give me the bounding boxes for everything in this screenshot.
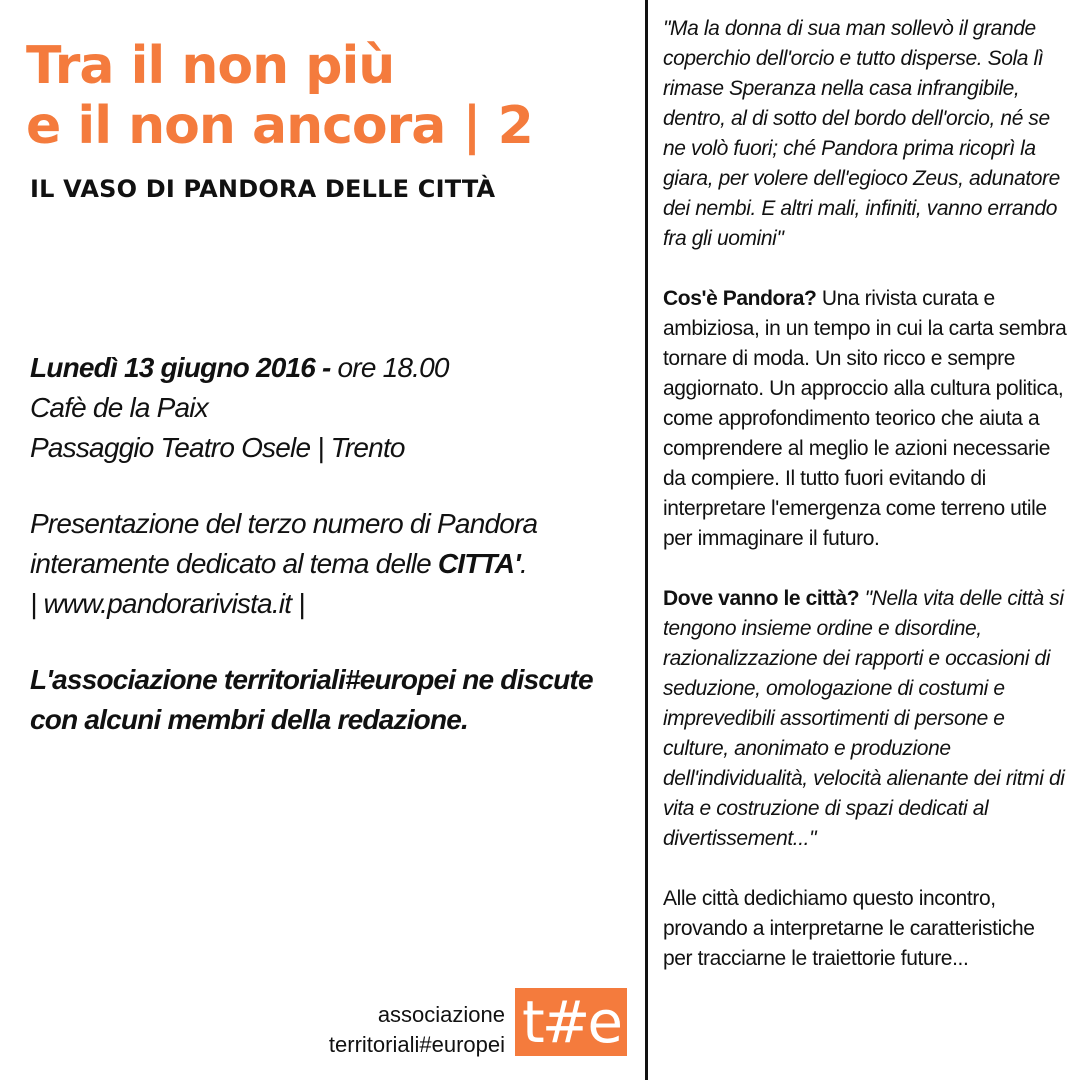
title-line-1: Tra il non più [26,36,395,96]
title-line-2: e il non ancora | 2 [26,96,533,156]
event-datetime [30,348,630,388]
column-divider [645,0,648,1080]
q1-text: Una rivista curata e ambiziosa, in un tempo in cui la carta sembra tornare di moda. Un sito ricco e sempre aggiornato. Un approccio alla cultura politica, come approfondimento teorico che aiuta a comprendere al meglio le azioni necessarie da compiere. Il tutto fuori evitando di interpretare l'emergenza come terreno utile per immaginare il futuro. [663,287,1067,550]
q1-heading: Cos'è Pandora? [663,287,817,310]
section-where-cities-go [663,584,1068,854]
logo-mark: t#e [521,988,621,1056]
event-closing: L'associazione territoriali#europei ne discute con alcuni membri della redazione. [30,664,593,735]
right-column [663,14,1068,974]
presentation-text: Presentazione del terzo numero di Pandora interamente dedicato al tema delle [30,508,538,579]
event-presentation [30,504,630,584]
presentation-highlight: CITTA' [437,548,521,579]
pandora-quote: "Ma la donna di sua man sollevò il grande coperchio dell'orcio e tutto disperse. Sola lì rimase Speranza nella casa infrangibile, dentro, al di sotto del bordo dell'orcio, né se ne volò fuori; ché Pandora prima ricoprì la giara, per volere dell'egioco Zeus, adunatore dei nembi. E altri mali, infiniti, vanno errando fra gli uomini" [663,17,1060,250]
event-website: | www.pandorarivista.it | [30,588,305,619]
event-date: Lunedì 13 giugno 2016 - [30,352,331,383]
association-line-1: associazione [377,1002,505,1027]
closing-text: Alle città dedichiamo questo incontro, provando a interpretarne le caratteristiche per tracciarne le traiettorie future... [663,887,1035,970]
q2-text: "Nella vita delle città si tengono insieme ordine e disordine, razionalizzazione dei rapporti e occasioni di seduzione, omologazione di costumi e imprevedibili assortimenti di persone e culture, anonimato e produzione dell'individualità, velocità alienante dei ritmi di vita e costruzione di spazi dedicati al divertissement..." [663,587,1065,850]
association-line-2: territoriali#europei [328,1032,505,1057]
page-title [26,36,533,156]
association-name [329,1000,505,1060]
association-logo [515,988,627,1056]
event-time: ore 18.00 [330,352,449,383]
page-subtitle: IL VASO DI PANDORA DELLE CITTÀ [30,175,496,203]
section-what-is-pandora [663,284,1068,554]
q2-heading: Dove vanno le città? [663,587,860,610]
event-details [30,348,630,740]
presentation-end: . [520,548,528,579]
event-venue: Cafè de la Paix [30,392,208,423]
event-address: Passaggio Teatro Osele | Trento [30,432,405,463]
